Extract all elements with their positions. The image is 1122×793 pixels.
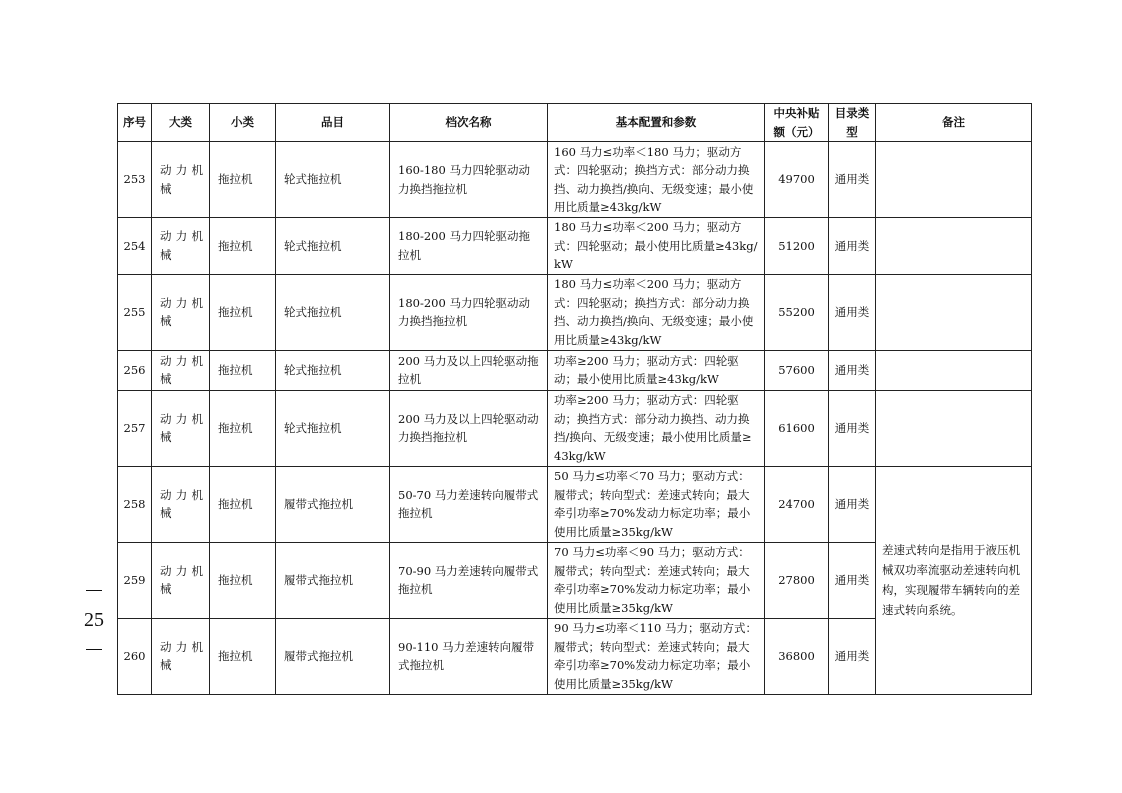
- header-item: 品目: [276, 104, 390, 142]
- cell-tier: 160-180 马力四轮驱动动力换挡拖拉机: [390, 142, 548, 218]
- cell-tier: 180-200 马力四轮驱动拖拉机: [390, 218, 548, 275]
- header-spec: 基本配置和参数: [548, 104, 765, 142]
- cell-seq: 258: [118, 466, 152, 542]
- cell-spec: 50 马力≤功率＜70 马力；驱动方式：履带式；转向型式：差速式转向；最大牵引功率≥70%发动力标定功率；最小使用比质量≥35kg/kW: [548, 466, 765, 542]
- cell-type: 通用类: [829, 390, 876, 466]
- cell-category: 动力机械: [152, 542, 210, 618]
- cell-type: 通用类: [829, 274, 876, 350]
- cell-subcategory: 拖拉机: [210, 618, 276, 694]
- cell-spec: 180 马力≤功率＜200 马力；驱动方式：四轮驱动；最小使用比质量≥43kg/kW: [548, 218, 765, 275]
- table-row: [118, 350, 1032, 390]
- cell-tier: 90-110 马力差速转向履带式拖拉机: [390, 618, 548, 694]
- cell-type: 通用类: [829, 218, 876, 275]
- cell-spec: 90 马力≤功率＜110 马力；驱动方式：履带式；转向型式：差速式转向；最大牵引功率≥70%发动力标定功率；最小使用比质量≥35kg/kW: [548, 618, 765, 694]
- cell-type: 通用类: [829, 618, 876, 694]
- cell-spec: 功率≥200 马力；驱动方式：四轮驱动；换挡方式：部分动力换挡、动力换挡/换向、无级变速；最小使用比质量≥43kg/kW: [548, 390, 765, 466]
- cell-subcategory: 拖拉机: [210, 466, 276, 542]
- table-row: [118, 218, 1032, 275]
- header-note: 备注: [876, 104, 1032, 142]
- cell-item: 履带式拖拉机: [276, 618, 390, 694]
- cell-category: 动力机械: [152, 350, 210, 390]
- header-tier: 档次名称: [390, 104, 548, 142]
- cell-subsidy: 24700: [765, 466, 829, 542]
- page-number: 25: [84, 609, 104, 631]
- cell-note-empty: [876, 274, 1032, 350]
- cell-tier: 200 马力及以上四轮驱动拖拉机: [390, 350, 548, 390]
- cell-seq: 255: [118, 274, 152, 350]
- cell-tier: 200 马力及以上四轮驱动动力换挡拖拉机: [390, 390, 548, 466]
- cell-category: 动力机械: [152, 142, 210, 218]
- cell-seq: 253: [118, 142, 152, 218]
- cell-seq: 254: [118, 218, 152, 275]
- page-number-block: [80, 582, 108, 658]
- cell-item: 履带式拖拉机: [276, 542, 390, 618]
- cell-subsidy: 61600: [765, 390, 829, 466]
- cell-category: 动力机械: [152, 274, 210, 350]
- cell-subcategory: 拖拉机: [210, 218, 276, 275]
- cell-subcategory: 拖拉机: [210, 142, 276, 218]
- cell-category: 动力机械: [152, 390, 210, 466]
- cell-tier: 70-90 马力差速转向履带式拖拉机: [390, 542, 548, 618]
- cell-note-tracked-steering: 差速式转向是指用于液压机械双功率流驱动差速转向机构，实现履带车辆转向的差速式转向系统。: [876, 466, 1032, 694]
- cell-item: 轮式拖拉机: [276, 390, 390, 466]
- cell-tier: 50-70 马力差速转向履带式拖拉机: [390, 466, 548, 542]
- cell-seq: 256: [118, 350, 152, 390]
- cell-subcategory: 拖拉机: [210, 274, 276, 350]
- table-row: [118, 142, 1032, 218]
- header-subcategory: 小类: [210, 104, 276, 142]
- cell-spec: 180 马力≤功率＜200 马力；驱动方式：四轮驱动；换挡方式：部分动力换挡、动力换挡/换向、无级变速；最小使用比质量≥43kg/kW: [548, 274, 765, 350]
- cell-seq: 260: [118, 618, 152, 694]
- cell-note-empty: [876, 218, 1032, 275]
- cell-category: 动力机械: [152, 466, 210, 542]
- table-header-row: [118, 104, 1032, 142]
- cell-tier: 180-200 马力四轮驱动动力换挡拖拉机: [390, 274, 548, 350]
- header-seq: 序号: [118, 104, 152, 142]
- cell-spec: 功率≥200 马力；驱动方式：四轮驱动；最小使用比质量≥43kg/kW: [548, 350, 765, 390]
- cell-subsidy: 36800: [765, 618, 829, 694]
- cell-spec: 70 马力≤功率＜90 马力；驱动方式：履带式；转向型式：差速式转向；最大牵引功率≥70%发动力标定功率；最小使用比质量≥35kg/kW: [548, 542, 765, 618]
- cell-category: 动力机械: [152, 618, 210, 694]
- cell-type: 通用类: [829, 466, 876, 542]
- table-row: [118, 466, 1032, 542]
- cell-item: 轮式拖拉机: [276, 218, 390, 275]
- cell-subsidy: 55200: [765, 274, 829, 350]
- cell-subsidy: 27800: [765, 542, 829, 618]
- cell-item: 轮式拖拉机: [276, 350, 390, 390]
- cell-subcategory: 拖拉机: [210, 390, 276, 466]
- page-number-dash-bottom: [86, 649, 102, 650]
- cell-seq: 257: [118, 390, 152, 466]
- header-type: 目录类型: [829, 104, 876, 142]
- table-row: [118, 390, 1032, 466]
- cell-seq: 259: [118, 542, 152, 618]
- cell-category: 动力机械: [152, 218, 210, 275]
- cell-type: 通用类: [829, 142, 876, 218]
- table-row: [118, 274, 1032, 350]
- cell-spec: 160 马力≤功率＜180 马力；驱动方式：四轮驱动；换挡方式：部分动力换挡、动力换挡/换向、无级变速；最小使用比质量≥43kg/kW: [548, 142, 765, 218]
- cell-note-empty: [876, 350, 1032, 390]
- cell-item: 履带式拖拉机: [276, 466, 390, 542]
- cell-item: 轮式拖拉机: [276, 274, 390, 350]
- cell-item: 轮式拖拉机: [276, 142, 390, 218]
- header-category: 大类: [152, 104, 210, 142]
- subsidy-table: [117, 103, 1032, 695]
- cell-subcategory: 拖拉机: [210, 350, 276, 390]
- cell-note-empty: [876, 390, 1032, 466]
- subsidy-table-container: [117, 103, 1031, 695]
- header-subsidy: 中央补贴额（元）: [765, 104, 829, 142]
- cell-type: 通用类: [829, 542, 876, 618]
- cell-subcategory: 拖拉机: [210, 542, 276, 618]
- cell-note-empty: [876, 142, 1032, 218]
- cell-subsidy: 51200: [765, 218, 829, 275]
- cell-subsidy: 49700: [765, 142, 829, 218]
- page-number-dash-top: [86, 590, 102, 591]
- cell-type: 通用类: [829, 350, 876, 390]
- cell-subsidy: 57600: [765, 350, 829, 390]
